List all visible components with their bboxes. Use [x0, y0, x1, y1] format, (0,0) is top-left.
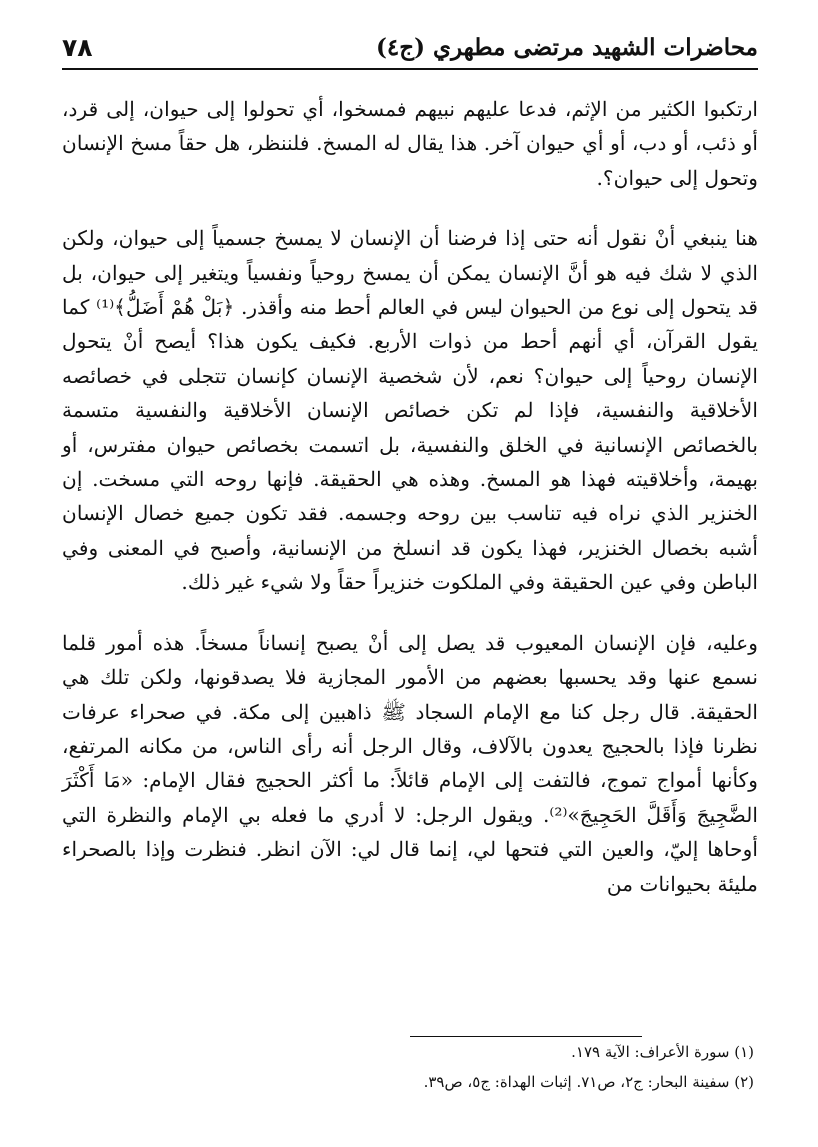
page-number: ٧٨ — [62, 32, 93, 62]
footnote-divider — [410, 1036, 642, 1037]
paragraph-2: هنا ينبغي أنْ نقول أنه حتى إذا فرضنا أن الإنسان لا يمسخ جسمياً إلى حيوان، ولكن الذي لا شك فيه هو أنَّ الإنسان يمكن أن يمسخ روحياً ونفسياً ويتغير إلى حيوان، بل قد يتحول إلى نوع من الحيوان ليس في العالم أحط منه وأقذر. ﴿بَلْ هُمْ أَضَلُّ﴾⁽¹⁾ كما يقول القرآن، أي أنهم أحط من ذوات الأربع. فكيف يكون هذا؟ أيصح أنْ يتحول الإنسان روحياً إلى حيوان؟ نعم، لأن شخصية الإنسان كإنسان تتجلى في خصائصه الأخلاقية والنفسية، فإذا لم تكن خصائص الإنسان الأخلاقية والنفسية متسمة بالخصائص الإنسانية في الخلق والنفسية، بل اتسمت بخصائص حيوان مفترس، أو بهيمة، وأخلاقيته فهذا هو المسخ. وهذه هي الحقيقة. فإنها روحه التي مسخت. إن الخنزير الذي نراه فيه تناسب بين روحه وجسمه. فقد تكون جميع خصال الإنسان أشبه بخصال الخنزير، فهذا يكون قد انسلخ من الإنسانية، وأصبح في المعنى وفي الباطن وفي عين الحقيقة وفي الملكوت خنزيراً حقاً ولا شيء غير ذلك. — [62, 226, 758, 595]
footnote-1: (١) سورة الأعراف: الآية ١٧٩. — [571, 1043, 754, 1061]
header-title: محاضرات الشهيد مرتضى مطهري (ج٤) — [376, 33, 758, 61]
footnotes — [62, 1036, 758, 1097]
running-header — [62, 26, 758, 70]
paragraph-1: ارتكبوا الكثير من الإثم، فدعا عليهم نبيهم فمسخوا، أي تحولوا إلى حيوان، إلى قرد، أو ذئب، أو دب، أو أي حيوان آخر. هذا يقال له المسخ. فلننظر، هل حقاً مسخ الإنسان وتحول إلى حيوان؟. — [62, 97, 758, 190]
paragraph-3: وعليه، فإن الإنسان المعيوب قد يصل إلى أنْ يصبح إنساناً مسخاً. هذه أمور قلما نسمع عنها وقد يحسبها بعضهم من الأمور المجازية فلا يصدقونها، ولكن تلك هي الحقيقة. قال رجل كنا مع الإمام السجاد ﷺ ذاهبين إلى مكة. في صحراء عرفات نظرنا فإذا بالحجيج يعدون بالآلاف، وقال الرجل أنه رأى الناس، من مكانه المرتفع، وكأنها أمواج تموج، فالتفت إلى الإمام قائلاً: ما أكثر الحجيج فقال الإمام: «مَا أَكْثَرَ الضَّجِيجَ وَأَقَلَّ الحَجِيجَ»⁽²⁾. ويقول الرجل: لا أدري ما فعله بي الإمام والنظرة التي أوحاها إليّ، والعين التي فتحها لي، إنما قال لي: الآن انظر. فنظرت وإذا بالصحراء مليئة بحيوانات من — [62, 630, 758, 896]
book-page — [62, 26, 758, 1126]
body-text — [62, 92, 758, 901]
footnote-2: (٢) سفينة البحار: ج٢، ص٧١. إثبات الهداة: ج٥، ص٣٩. — [423, 1073, 754, 1091]
